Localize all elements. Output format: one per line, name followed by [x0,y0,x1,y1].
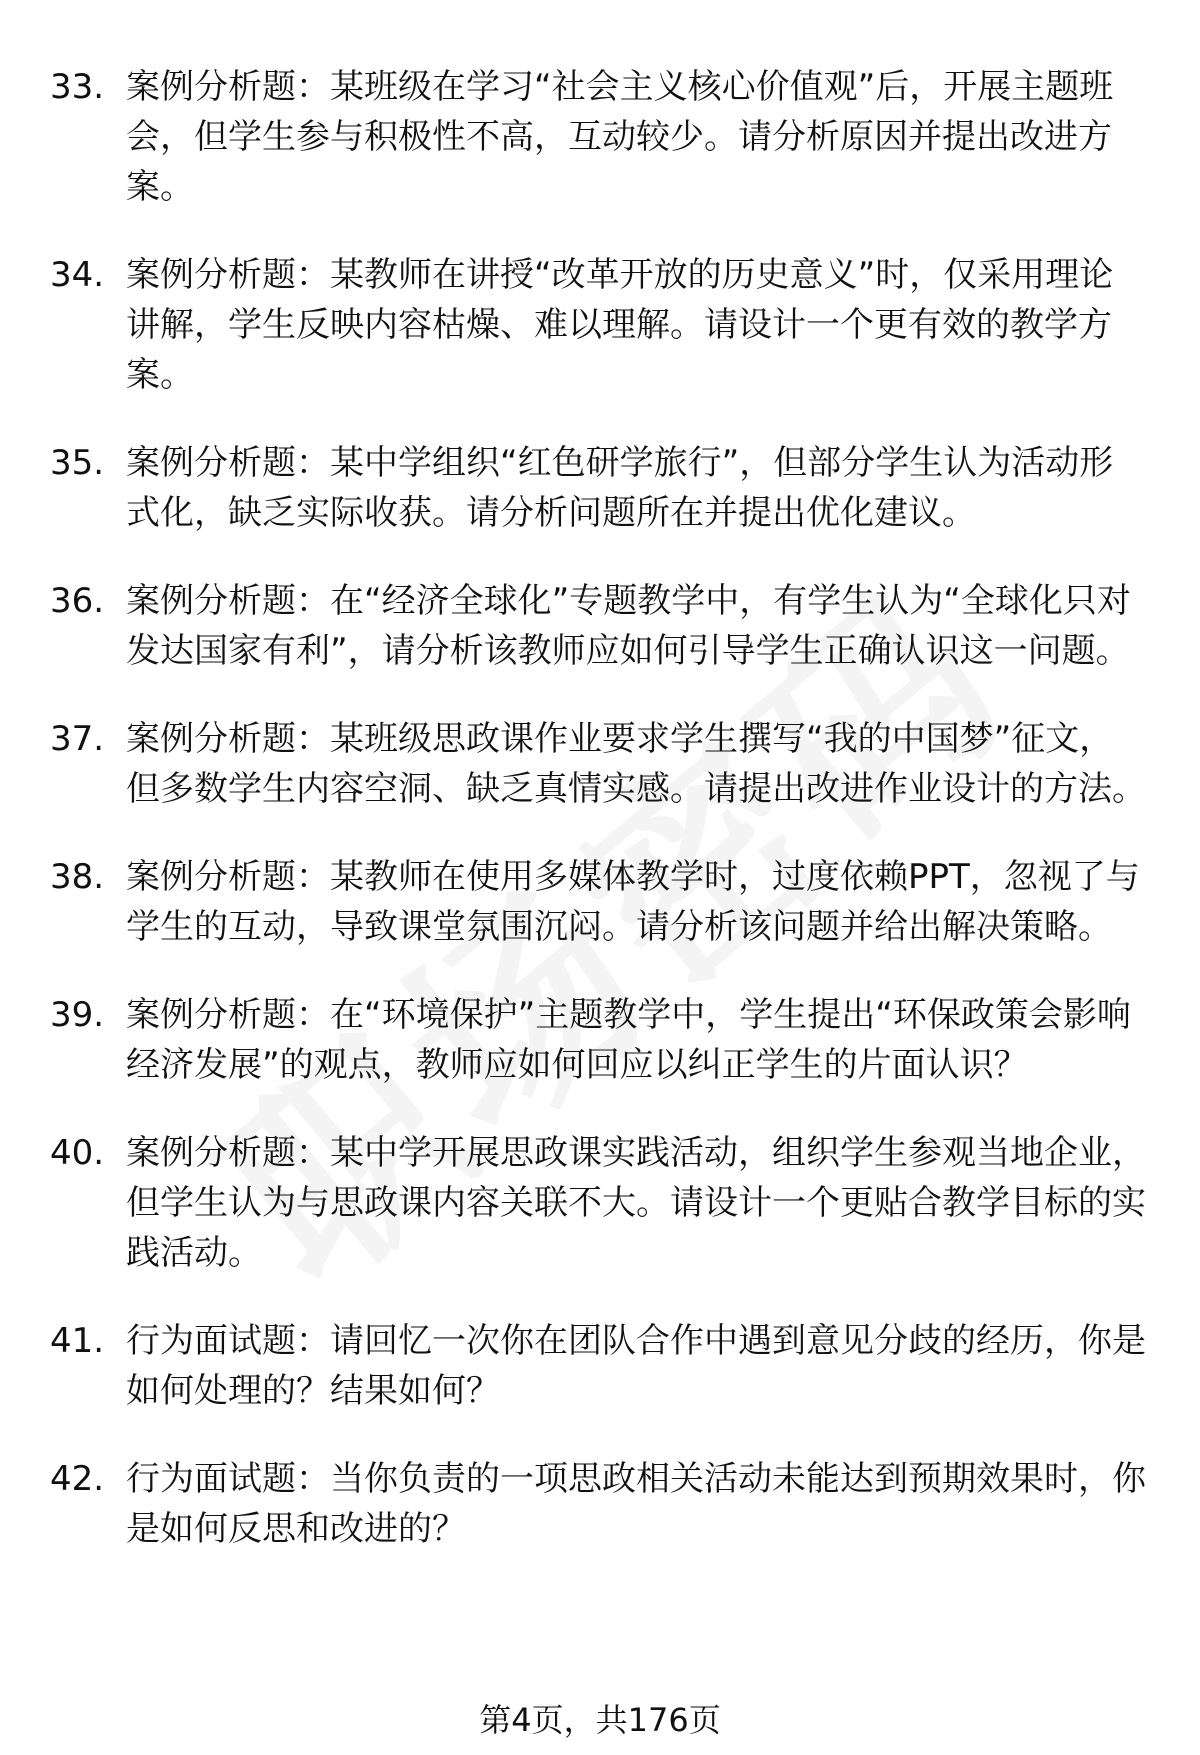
question-text: 案例分析题：某班级在学习“社会主义核心价值观”后，开展主题班会，但学生参与积极性不高，互动较少。请分析原因并提出改进方案。 [126,67,1114,207]
question-text: 案例分析题：某中学开展思政课实践活动，组织学生参观当地企业，但学生认为与思政课内容关联不大。请设计一个更贴合教学目标的实践活动。 [126,1133,1146,1273]
page-footer: 第4页，共176页 [479,1701,721,1739]
question-item [0,1454,1200,1554]
question-number: 39. [50,995,105,1035]
question-number: 33. [50,67,105,107]
question-item [0,1128,1200,1278]
question-list [0,62,1200,1592]
question-text: 案例分析题：某教师在使用多媒体教学时，过度依赖PPT，忽视了与学生的互动，导致课堂氛围沉闷。请分析该问题并给出解决策略。 [126,857,1140,947]
question-text: 案例分析题：在“环境保护”主题教学中，学生提出“环保政策会影响经济发展”的观点，教师应如何回应以纠正学生的片面认识？ [126,995,1131,1085]
question-item [0,250,1200,400]
question-item [0,852,1200,952]
question-number: 36. [50,581,105,621]
question-number: 34. [50,255,105,295]
question-text: 行为面试题：当你负责的一项思政相关活动未能达到预期效果时，你是如何反思和改进的？ [126,1459,1146,1549]
question-item [0,62,1200,212]
question-item [0,576,1200,676]
question-text: 案例分析题：某中学组织“红色研学旅行”，但部分学生认为活动形式化，缺乏实际收获。请分析问题所在并提出优化建议。 [126,443,1114,533]
question-number: 41. [50,1321,105,1361]
question-item [0,714,1200,814]
question-number: 42. [50,1459,105,1499]
question-text: 案例分析题：某班级思政课作业要求学生撰写“我的中国梦”征文，但多数学生内容空洞、缺乏真情实感。请提出改进作业设计的方法。 [126,719,1146,809]
question-number: 37. [50,719,105,759]
question-number: 38. [50,857,105,897]
question-item [0,438,1200,538]
question-item [0,1316,1200,1416]
question-number: 40. [50,1133,105,1173]
question-text: 案例分析题：在“经济全球化”专题教学中，有学生认为“全球化只对发达国家有利”，请分析该教师应如何引导学生正确认识这一问题。 [126,581,1131,671]
question-text: 案例分析题：某教师在讲授“改革开放的历史意义”时，仅采用理论讲解，学生反映内容枯燥、难以理解。请设计一个更有效的教学方案。 [126,255,1114,395]
question-text: 行为面试题：请回忆一次你在团队合作中遇到意见分歧的经历，你是如何处理的？结果如何？ [126,1321,1146,1411]
question-item [0,990,1200,1090]
question-number: 35. [50,443,105,483]
